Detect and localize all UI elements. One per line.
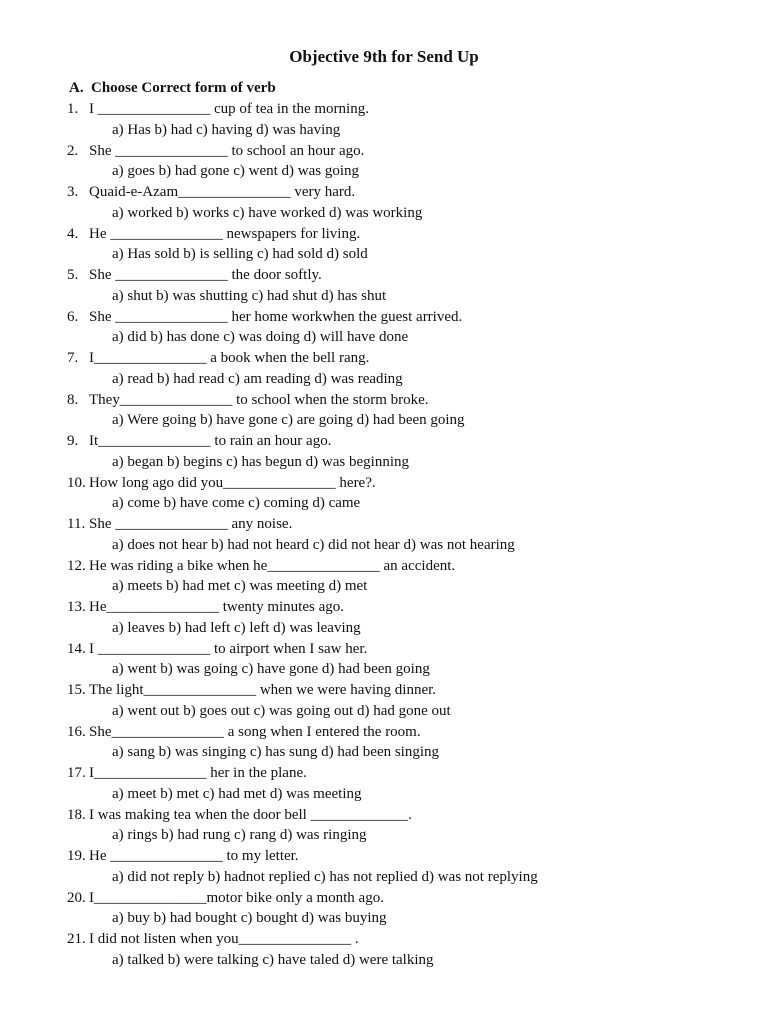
question-item	[67, 722, 747, 764]
question-text: I_______________ her in the plane.	[89, 765, 307, 781]
question-stem	[67, 182, 747, 203]
answer-options: a) meet b) met c) had met d) was meeting	[112, 785, 362, 802]
question-stem	[67, 639, 747, 660]
question-item	[67, 680, 747, 722]
question-text: He _______________ newspapers for living.	[89, 225, 361, 242]
question-stem	[67, 805, 747, 826]
question-number: 21.	[67, 931, 86, 947]
question-stem	[67, 888, 747, 909]
section-heading	[69, 80, 276, 97]
question-number: 3.	[67, 184, 79, 200]
question-text: I _______________ to airport when I saw her.	[89, 640, 368, 657]
question-stem	[67, 431, 747, 452]
question-item	[67, 805, 747, 847]
question-stem	[67, 763, 747, 784]
answer-options: a) Has sold b) is selling c) had sold d) sold	[112, 246, 368, 263]
question-text: I _______________ cup of tea in the morning.	[89, 101, 369, 117]
question-text: She _______________ any noise.	[89, 516, 293, 532]
question-stem	[67, 722, 747, 743]
question-stem	[67, 265, 747, 286]
answer-options: a) talked b) were talking c) have taled d) were talking	[112, 951, 434, 968]
question-number: 14.	[67, 640, 86, 657]
question-item	[67, 182, 747, 224]
question-text: The light_______________ when we were having dinner.	[89, 682, 437, 698]
question-text: How long ago did you_______________ here?.	[89, 474, 376, 491]
question-stem	[67, 390, 747, 411]
question-number: 9.	[67, 433, 79, 449]
answer-options: a) worked b) works c) have worked d) was working	[112, 204, 423, 221]
question-number: 5.	[67, 267, 79, 283]
question-number: 18.	[67, 806, 86, 823]
question-item	[67, 265, 747, 307]
answer-options: a) does not hear b) had not heard c) did not hear d) was not hearing	[112, 536, 515, 553]
question-text: She _______________ the door softly.	[89, 267, 322, 283]
question-stem	[67, 929, 747, 950]
question-item	[67, 514, 747, 556]
answer-options: a) went out b) goes out c) was going out d) had gone out	[112, 702, 451, 719]
answer-options: a) did b) has done c) was doing d) will have done	[112, 329, 409, 346]
question-item	[67, 846, 747, 888]
question-text: I_______________ a book when the bell rang.	[89, 350, 370, 366]
question-text: I did not listen when you_______________ .	[89, 931, 359, 947]
question-number: 2.	[67, 142, 79, 159]
answer-options: a) meets b) had met c) was meeting d) met	[112, 578, 368, 595]
question-item	[67, 141, 747, 183]
question-item	[67, 929, 747, 971]
question-number: 7.	[67, 350, 79, 366]
answer-options: a) went b) was going c) have gone d) had been going	[112, 661, 430, 678]
question-text: I was making tea when the door bell _____________.	[89, 806, 412, 823]
question-stem	[67, 99, 747, 120]
question-number: 4.	[67, 225, 79, 242]
question-number: 8.	[67, 391, 79, 408]
question-text: He_______________ twenty minutes ago.	[89, 599, 344, 615]
question-text: They_______________ to school when the storm broke.	[89, 391, 429, 408]
question-text: He _______________ to my letter.	[89, 848, 299, 864]
question-number: 13.	[67, 599, 86, 615]
question-stem	[67, 514, 747, 535]
question-stem	[67, 473, 747, 494]
question-number: 19.	[67, 848, 86, 864]
question-text: She_______________ a song when I entered the room.	[89, 723, 421, 740]
question-item	[67, 473, 747, 515]
question-item	[67, 431, 747, 473]
question-stem	[67, 224, 747, 245]
question-text: She _______________ to school an hour ago.	[89, 142, 365, 159]
question-number: 17.	[67, 765, 86, 781]
question-item	[67, 390, 747, 432]
question-stem	[67, 680, 747, 701]
question-text: Quaid-e-Azam_______________ very hard.	[89, 184, 356, 200]
answer-options: a) Were going b) have gone c) are going d) had been going	[112, 412, 465, 429]
answer-options: a) began b) begins c) has begun d) was beginning	[112, 453, 409, 470]
section-letter: A.	[69, 80, 84, 96]
question-text: He was riding a bike when he_______________ an accident.	[89, 557, 456, 574]
question-text: It_______________ to rain an hour ago.	[89, 433, 332, 449]
question-text: She _______________ her home workwhen the guest arrived.	[89, 308, 463, 325]
question-text: I_______________motor bike only a month ago.	[89, 889, 384, 906]
question-item	[67, 224, 747, 266]
answer-options: a) leaves b) had left c) left d) was leaving	[112, 619, 361, 636]
question-number: 1.	[67, 101, 79, 117]
question-number: 20.	[67, 889, 86, 906]
answer-options: a) did not reply b) hadnot replied c) has not replied d) was not replying	[112, 868, 538, 885]
question-stem	[67, 556, 747, 577]
answer-options: a) goes b) had gone c) went d) was going	[112, 163, 360, 180]
question-item	[67, 888, 747, 930]
answer-options: a) sang b) was singing c) has sung d) had been singing	[112, 744, 440, 761]
answer-options: a) Has b) had c) having d) was having	[112, 121, 341, 138]
question-item	[67, 307, 747, 349]
question-stem	[67, 348, 747, 369]
answer-options: a) come b) have come c) coming d) came	[112, 495, 361, 512]
question-number: 6.	[67, 308, 79, 325]
question-number: 12.	[67, 557, 86, 574]
question-number: 15.	[67, 682, 86, 698]
question-number: 10.	[67, 474, 86, 491]
question-item	[67, 556, 747, 598]
question-item	[67, 639, 747, 681]
question-item	[67, 99, 747, 141]
section-heading-text: Choose Correct form of verb	[91, 80, 276, 96]
question-number: 11.	[67, 516, 86, 532]
answer-options: a) read b) had read c) am reading d) was reading	[112, 370, 403, 387]
question-number: 16.	[67, 723, 86, 740]
question-stem	[67, 141, 747, 162]
question-stem	[67, 597, 747, 618]
page-title: Objective 9th for Send Up	[289, 47, 479, 66]
question-item	[67, 348, 747, 390]
question-stem	[67, 846, 747, 867]
answer-options: a) rings b) had rung c) rang d) was ringing	[112, 827, 367, 844]
question-item	[67, 763, 747, 805]
question-item	[67, 597, 747, 639]
answer-options: a) buy b) had bought c) bought d) was buying	[112, 910, 387, 927]
question-list	[67, 99, 747, 971]
answer-options: a) shut b) was shutting c) had shut d) has shut	[112, 287, 387, 304]
question-stem	[67, 307, 747, 328]
